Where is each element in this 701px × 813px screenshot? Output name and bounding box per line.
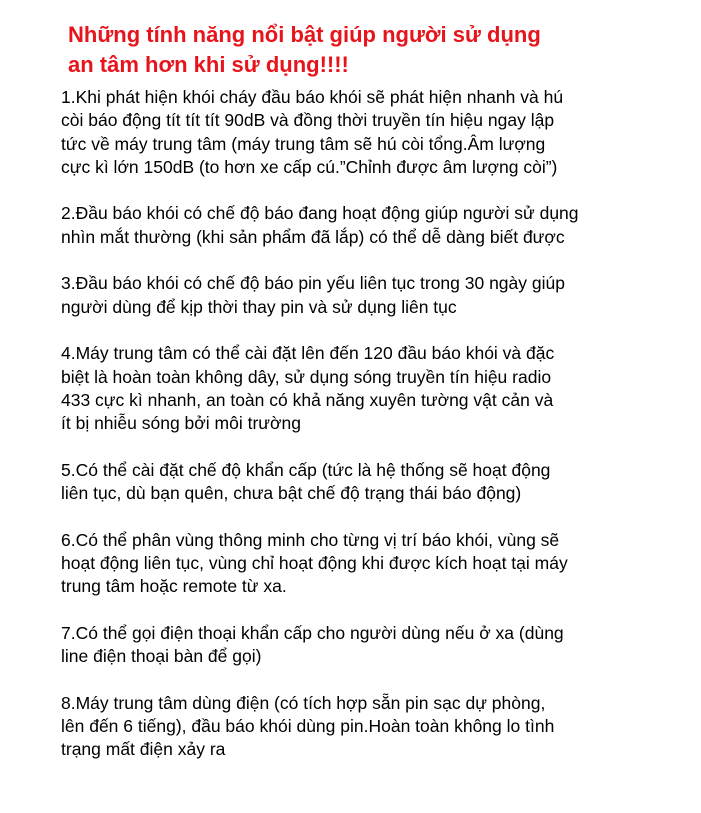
feature-4-line-4: ít bị nhiễu sóng bởi môi trường	[61, 413, 301, 434]
feature-8	[61, 692, 693, 762]
feature-spacer	[61, 319, 693, 342]
title-line-2: an tâm hơn khi sử dụng!!!!	[68, 52, 349, 77]
feature-3-line-1: 3.Đầu báo khói có chế độ báo pin yếu liên tục trong 30 ngày giúp	[61, 273, 565, 294]
feature-5-line-2: liên tục, dù bạn quên, chưa bật chế độ trạng thái báo động)	[61, 483, 522, 504]
feature-list	[61, 86, 693, 762]
feature-4-line-1: 4.Máy trung tâm có thể cài đặt lên đến 120 đầu báo khói và đặc	[61, 343, 555, 364]
feature-7	[61, 622, 693, 669]
feature-5	[61, 459, 693, 506]
feature-2-line-2: nhìn mắt thường (khi sản phẩm đã lắp) có thể dễ dàng biết được	[61, 226, 565, 247]
feature-3-line-2: người dùng để kịp thời thay pin và sử dụng liên tục	[61, 296, 457, 317]
feature-4-line-2: biệt là hoàn toàn không dây, sử dụng sóng truyền tín hiệu radio	[61, 366, 552, 387]
title-line-1: Những tính năng nổi bật giúp người sử dụng	[68, 22, 541, 47]
feature-1-line-2: còi báo động tít tít tít 90dB và đồng thời truyền tín hiệu ngay lập	[61, 110, 555, 131]
feature-5-line-1: 5.Có thể cài đặt chế độ khẩn cấp (tức là hệ thống sẽ hoạt động	[61, 459, 551, 480]
feature-spacer	[61, 668, 693, 691]
feature-spacer	[61, 249, 693, 272]
feature-8-line-1: 8.Máy trung tâm dùng điện (có tích hợp sẵn pin sạc dự phòng,	[61, 692, 546, 713]
feature-1	[61, 86, 693, 179]
feature-1-line-3: tức về máy trung tâm (máy trung tâm sẽ hú còi tổng.Âm lượng	[61, 133, 546, 154]
feature-8-line-3: trạng mất điện xảy ra	[61, 739, 226, 760]
feature-6-line-2: hoạt động liên tục, vùng chỉ hoạt động khi được kích hoạt tại máy	[61, 552, 568, 573]
feature-spacer	[61, 435, 693, 458]
feature-spacer	[61, 179, 693, 202]
feature-2	[61, 202, 693, 249]
feature-8-line-2: lên đến 6 tiếng), đầu báo khói dùng pin.Hoàn toàn không lo tình	[61, 716, 555, 737]
feature-4	[61, 342, 693, 435]
feature-6-line-1: 6.Có thể phân vùng thông minh cho từng vị trí báo khói, vùng sẽ	[61, 529, 560, 550]
feature-6-line-3: trung tâm hoặc remote từ xa.	[61, 576, 287, 597]
feature-4-line-3: 433 cực kì nhanh, an toàn có khả năng xuyên tường vật cản và	[61, 389, 554, 410]
feature-1-line-1: 1.Khi phát hiện khói cháy đầu báo khói sẽ phát hiện nhanh và hú	[61, 87, 564, 107]
feature-7-line-1: 7.Có thể gọi điện thoại khẩn cấp cho người dùng nếu ở xa (dùng	[61, 622, 564, 643]
page-title	[68, 20, 688, 80]
feature-spacer	[61, 505, 693, 528]
feature-spacer	[61, 599, 693, 622]
feature-7-line-2: line điện thoại bàn để gọi)	[61, 646, 262, 667]
feature-2-line-1: 2.Đầu báo khói có chế độ báo đang hoạt động giúp người sử dụng	[61, 203, 579, 224]
feature-3	[61, 272, 693, 319]
feature-6	[61, 529, 693, 599]
feature-1-line-4: cực kì lớn 150dB (to hơn xe cấp cú.”Chỉnh được âm lượng còi”)	[61, 156, 558, 177]
